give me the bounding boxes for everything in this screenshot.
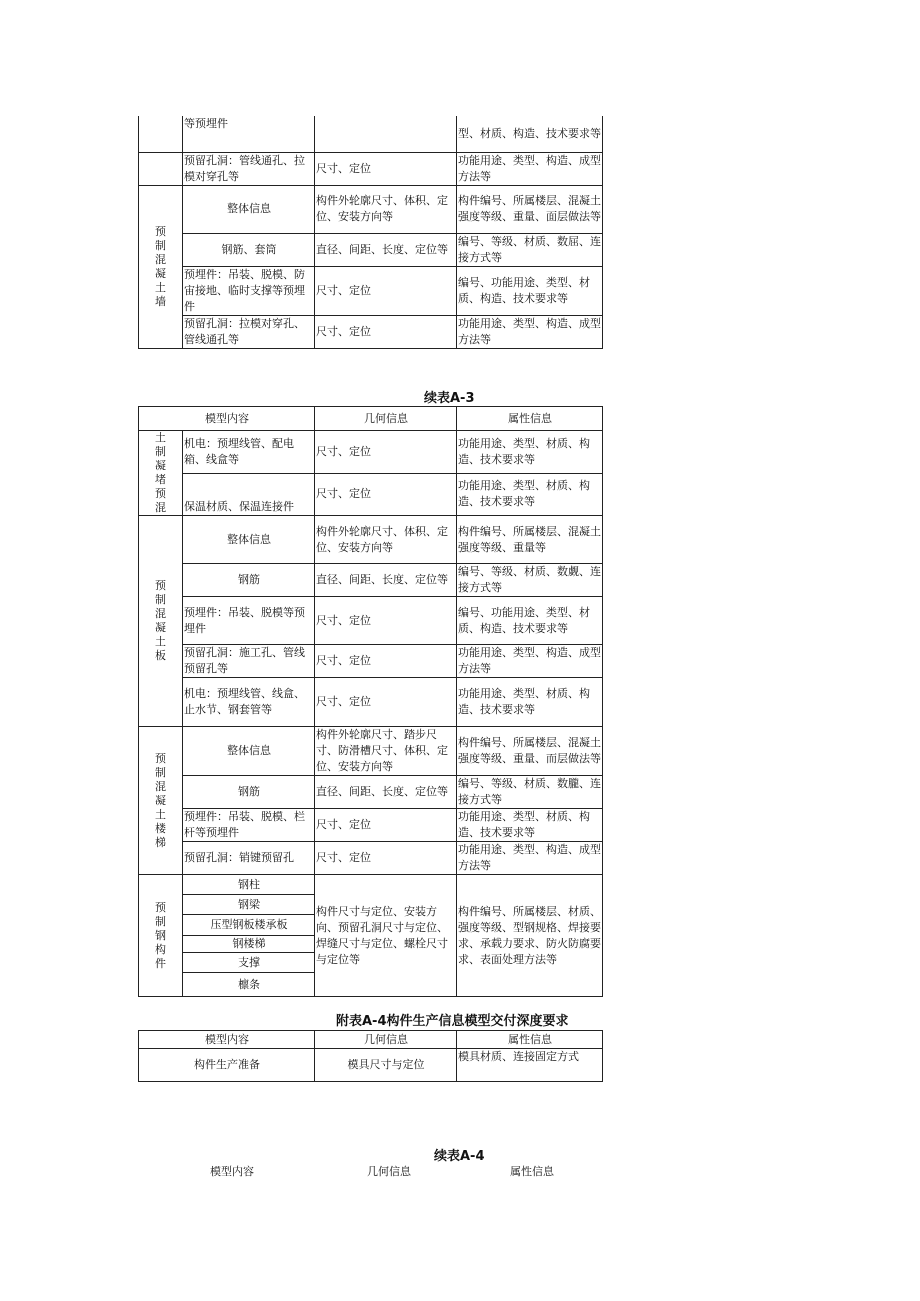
- row-geometry-cell: 尺寸、定位: [315, 645, 457, 678]
- row-geometry-cell: 尺寸、定位: [315, 597, 457, 645]
- row-content-cell: 预埋件：吊装、脱模等预埋件: [183, 597, 315, 645]
- table-row: [139, 516, 603, 564]
- row-geometry-cell: 模具尺寸与定位: [315, 1049, 457, 1082]
- table-row: [139, 315, 603, 348]
- table-row: [139, 842, 603, 875]
- row-geometry-cell: 尺寸、定位: [315, 678, 457, 727]
- header-geometry: 几何信息: [315, 407, 457, 431]
- row-geometry-cell: 尺寸、定位: [315, 473, 457, 516]
- row-geometry-cell: [315, 116, 457, 152]
- row-geometry-cell: 尺寸、定位: [315, 431, 457, 474]
- row-geometry-cell: 直径、间距、长度、定位等: [315, 564, 457, 597]
- row-attribute-cell: 编号、等级、材质、数朧、连接方式等: [457, 776, 603, 809]
- group-label-slab: 预制混凝土板: [139, 516, 183, 727]
- steel-item: 钢柱: [183, 875, 315, 895]
- header-geometry: 几何信息: [315, 1031, 457, 1049]
- table-row: [139, 597, 603, 645]
- row-content-cell: 预埋件：吊装、脱模、栏杆等预埋件: [183, 809, 315, 842]
- group-label-wall: 预制混凝土墙: [139, 185, 183, 348]
- table-a3-part1: [138, 116, 603, 349]
- row-content-cell: 预埋件：吊装、脱模、防宙接地、临时支撑等预埋件: [183, 266, 315, 315]
- row-content-cell: 构件生产准备: [139, 1049, 315, 1082]
- table-a4: [138, 1030, 603, 1082]
- row-attribute-cell: 构件编号、所属楼层、混凝土强度等级、重量等: [457, 516, 603, 564]
- table-row: [139, 809, 603, 842]
- row-attribute-cell: 编号、等级、材质、数觑、连接方式等: [457, 564, 603, 597]
- row-geometry-cell: 构件外轮廓尺寸、体积、定位、安装方向等: [315, 516, 457, 564]
- table-row: [139, 875, 603, 895]
- row-geometry-cell: 构件外轮廓尺寸、体积、定位、安装方向等: [315, 185, 457, 233]
- caption-table-a4: 附表A-4构件生产信息模型交付深度要求: [336, 1014, 569, 1029]
- row-attribute-cell: 构件编号、所属楼层、混凝土强度等级、重量、面层做法等: [457, 185, 603, 233]
- steel-attribute-cell: 构件编号、所属楼层、材质、强度等级、型钢规格、焊接要求、承载力要求、防火防腐要求、表面处理方法等: [457, 875, 603, 997]
- row-content-cell: 预留孔洞：施工孔、管线预留孔等: [183, 645, 315, 678]
- row-geometry-cell: 直径、间距、长度、定位等: [315, 233, 457, 266]
- header-content: 模型内容: [139, 1031, 315, 1049]
- table-header-row: [139, 1031, 603, 1049]
- table-row: [139, 152, 603, 185]
- row-content-cell: 钢筋: [183, 564, 315, 597]
- caption-table-a3-continued: 续表A-3: [424, 391, 475, 406]
- row-content-cell: 保温材质、保温连接件: [183, 473, 315, 516]
- row-attribute-cell: 编号、功能用途、类型、材质、构造、技术要求等: [457, 597, 603, 645]
- row-content-cell: 机电：预埋线管、线盒、止水节、钢套管等: [183, 678, 315, 727]
- row-content-cell: 机电：预埋线管、配电箱、线盒等: [183, 431, 315, 474]
- header-geometry: 几何信息: [367, 1165, 411, 1178]
- row-attribute-cell: 功能用途、类型、材质、构造、技术要求等: [457, 431, 603, 474]
- row-attribute-cell: 功能用途、类型、构造、成型方法等: [457, 842, 603, 875]
- row-content-cell: 预留孔洞：销键预留孔: [183, 842, 315, 875]
- row-attribute-cell: 功能用途、类型、材质、构造、技术要求等: [457, 678, 603, 727]
- table-row: [139, 645, 603, 678]
- table-row: [139, 1049, 603, 1082]
- group-label-steel: 预制钢构件: [139, 875, 183, 997]
- row-attribute-cell: 功能用途、类型、材质、构造、技术要求等: [457, 809, 603, 842]
- group-label-stair: 预制混凝土楼梯: [139, 727, 183, 875]
- row-attribute-cell: 编号、等级、材质、数屈、连接方式等: [457, 233, 603, 266]
- steel-item: 压型钢板楼承板: [183, 915, 315, 936]
- row-attribute-cell: 编号、功能用途、类型、材质、构造、技术要求等: [457, 266, 603, 315]
- table-row: [139, 473, 603, 516]
- group-label-g0: 土制凝堵预混: [139, 431, 183, 516]
- row-content-cell: 预留孔洞：管线通孔、拉模对穿孔等: [183, 152, 315, 185]
- row-content-cell: 等预埋件: [183, 116, 315, 152]
- steel-item: 钢楼梯: [183, 936, 315, 953]
- header-attribute: 属性信息: [457, 407, 603, 431]
- table-a3-part2: [138, 406, 603, 997]
- table-row: [139, 678, 603, 727]
- row-content-cell: 钢筋: [183, 776, 315, 809]
- table-row: [139, 266, 603, 315]
- steel-item: 支撑: [183, 953, 315, 973]
- row-content-cell: 钢筋、套筒: [183, 233, 315, 266]
- row-attribute-cell: 型、材质、构造、技术要求等: [457, 116, 603, 152]
- header-content: 模型内容: [139, 407, 315, 431]
- header-content: 模型内容: [210, 1165, 254, 1178]
- header-attribute: 属性信息: [457, 1031, 603, 1049]
- steel-item: 钢梁: [183, 895, 315, 915]
- row-geometry-cell: 尺寸、定位: [315, 809, 457, 842]
- row-attribute-cell: 功能用途、类型、构造、成型方法等: [457, 152, 603, 185]
- row-content-cell: 预留孔洞：拉模对穿孔、管线通孔等: [183, 315, 315, 348]
- steel-geometry-cell: 构件尺寸与定位、安装方向、预留孔洞尺寸与定位、焊缝尺寸与定位、螺栓尺寸与定位等: [315, 875, 457, 997]
- table-row: [139, 185, 603, 233]
- row-attribute-cell: 功能用途、类型、构造、成型方法等: [457, 645, 603, 678]
- row-attribute-cell: 功能用途、类型、构造、成型方法等: [457, 315, 603, 348]
- row-attribute-cell: 功能用途、类型、材质、构造、技术要求等: [457, 473, 603, 516]
- row-content-cell: 整体信息: [183, 516, 315, 564]
- steel-item: 檩条: [183, 973, 315, 997]
- caption-table-a4-continued: 续表A-4: [434, 1149, 485, 1164]
- row-content-cell: 整体信息: [183, 727, 315, 776]
- row-geometry-cell: 尺寸、定位: [315, 152, 457, 185]
- table-row: [139, 776, 603, 809]
- row-geometry-cell: 尺寸、定位: [315, 266, 457, 315]
- table-row: [139, 564, 603, 597]
- table-row: [139, 431, 603, 474]
- table-row: [139, 233, 603, 266]
- table-row: [139, 727, 603, 776]
- row-attribute-cell: 构件编号、所属楼层、混凝土强度等级、重量、而层做法等: [457, 727, 603, 776]
- row-geometry-cell: 构件外轮廓尺寸、踏步尺寸、防滑槽尺寸、体积、定位、安装方向等: [315, 727, 457, 776]
- row-attribute-cell: 模具材质、连接固定方式: [457, 1049, 603, 1082]
- row-geometry-cell: 直径、间距、长度、定位等: [315, 776, 457, 809]
- row-geometry-cell: 尺寸、定位: [315, 842, 457, 875]
- row-content-cell: 整体信息: [183, 185, 315, 233]
- row-geometry-cell: 尺寸、定位: [315, 315, 457, 348]
- header-attribute: 属性信息: [510, 1165, 554, 1178]
- table-row: [139, 116, 603, 152]
- table-header-row: [139, 407, 603, 431]
